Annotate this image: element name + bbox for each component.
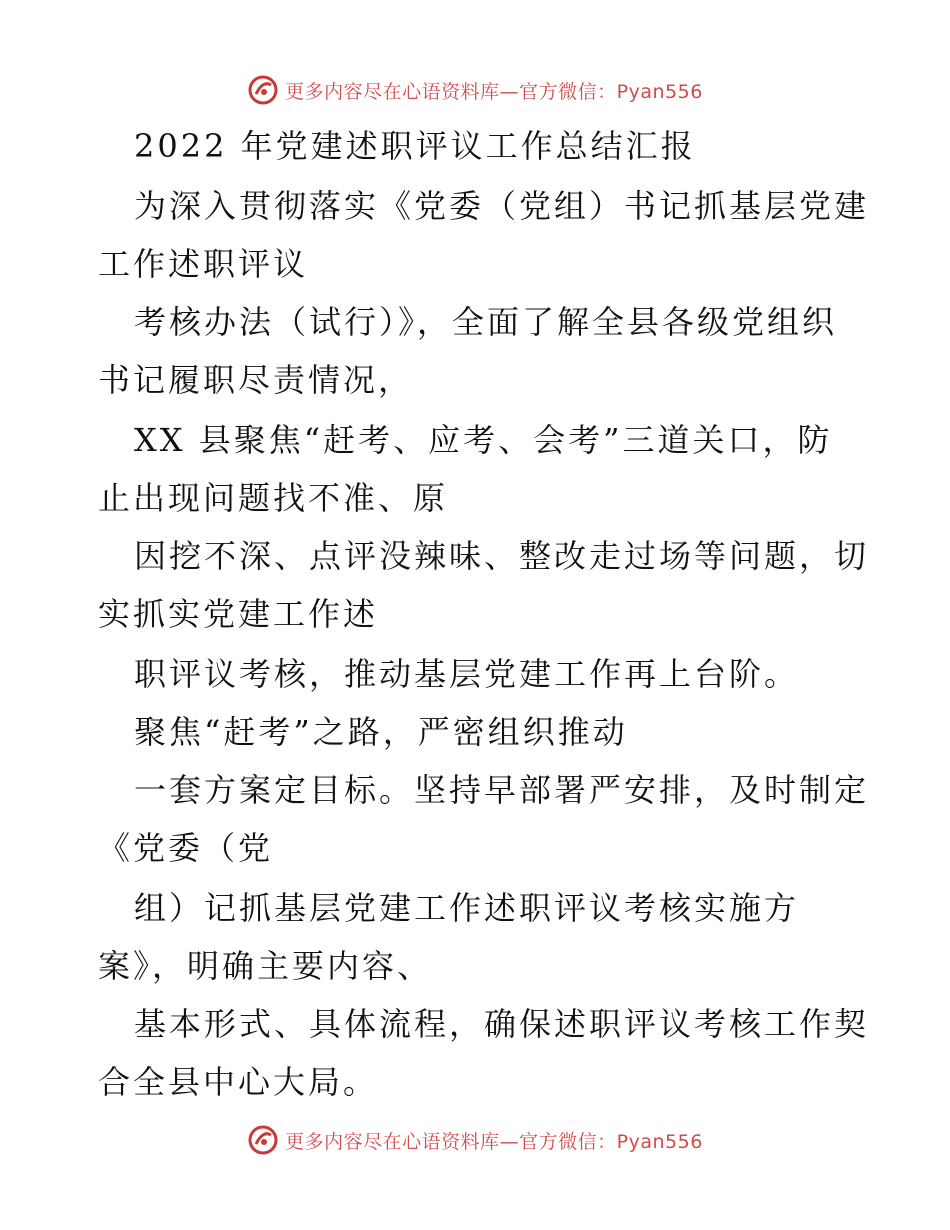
- watermark-text: 更多内容尽在心语资料库—官方微信：Pyan556: [285, 1130, 703, 1153]
- document-line: 职评议考核，推动基层党建工作再上台阶。: [134, 655, 800, 693]
- document-title: 2022 年党建述职评议工作总结汇报: [134, 127, 696, 165]
- document-line: 一套方案定目标。坚持早部署严安排，及时制定: [134, 771, 870, 809]
- brand-logo-icon: [247, 74, 279, 106]
- document-line: 组）记抓基层党建工作述职评议考核实施方: [134, 889, 800, 927]
- header-watermark: [0, 72, 950, 108]
- footer-watermark: [0, 1122, 950, 1158]
- document-line: 基本形式、具体流程，确保述职评议考核工作契: [134, 1005, 870, 1043]
- document-line: 聚焦“赶考”之路，严密组织推动: [134, 713, 628, 751]
- document-line: 止出现问题找不准、原: [98, 479, 449, 517]
- document-line: 实抓实党建工作述: [98, 595, 379, 633]
- document-line: 为深入贯彻落实《党委（党组）书记抓基层党建: [134, 187, 870, 225]
- document-line: 因挖不深、点评没辣味、整改走过场等问题，切: [134, 537, 870, 575]
- document-line: XX 县聚焦“赶考、应考、会考”三道关口，防: [134, 421, 833, 459]
- document-line: 考核办法（试行）》，全面了解全县各级党组织: [134, 303, 838, 341]
- document-line: 合全县中心大局。: [98, 1063, 379, 1101]
- watermark-text: 更多内容尽在心语资料库—官方微信：Pyan556: [285, 80, 703, 103]
- brand-logo-icon: [247, 1124, 279, 1156]
- document-line: 《党委（党: [98, 829, 274, 867]
- document-line: 工作述职评议: [98, 245, 309, 283]
- document-line: 案》，明确主要内容、: [98, 947, 433, 985]
- document-line: 书记履职尽责情况，: [98, 361, 414, 399]
